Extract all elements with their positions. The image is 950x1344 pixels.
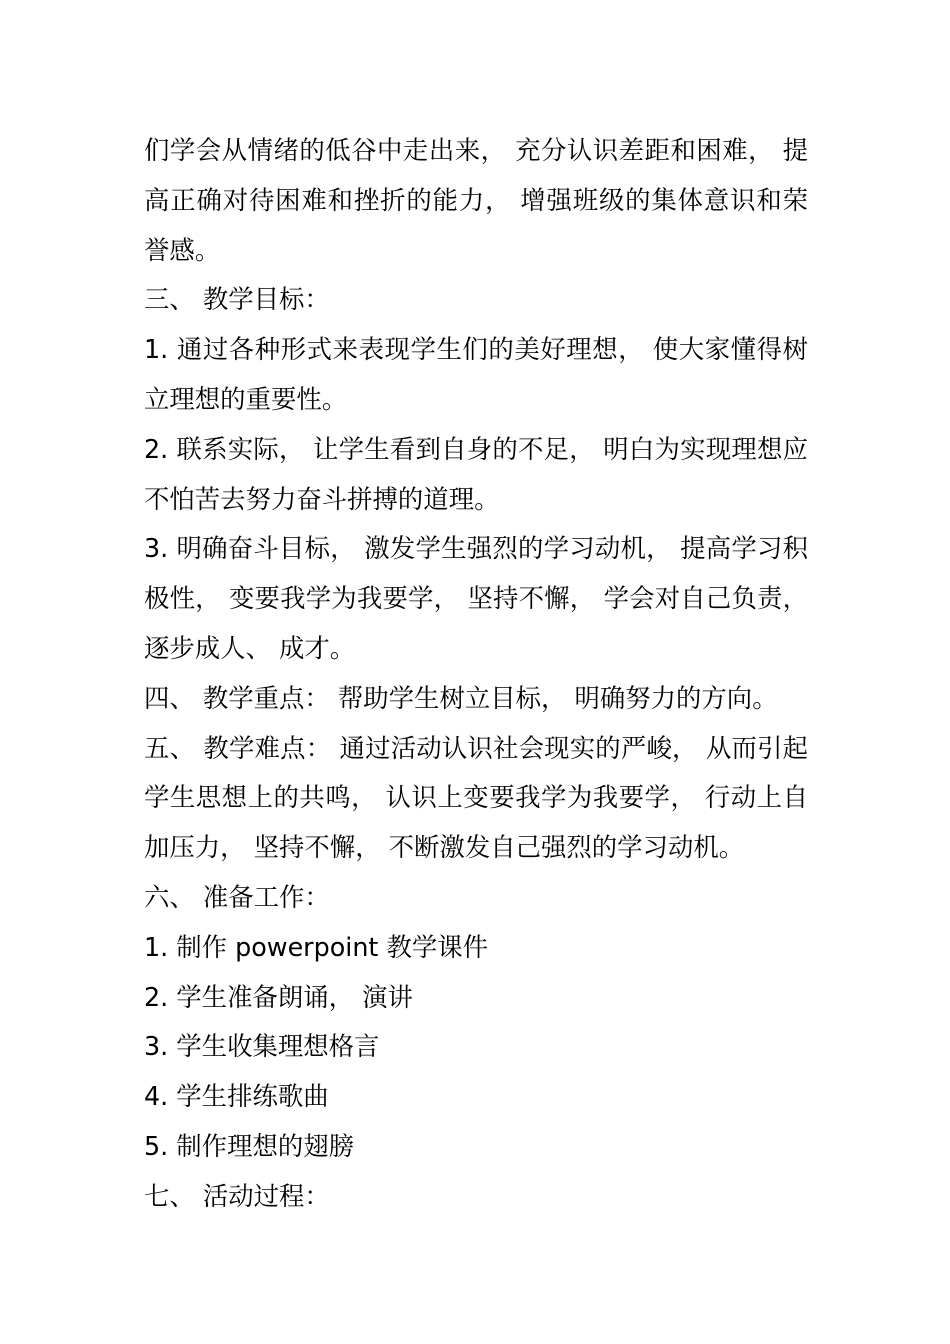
heading-teaching-objectives: 三、 教学目标： bbox=[144, 284, 330, 315]
objective-item-1: 1. 通过各种形式来表现学生们的美好理想， 使大家懂得树立理想的重要性。 bbox=[144, 334, 808, 414]
heading-preparation: 六、 准备工作： bbox=[144, 881, 330, 912]
document-body bbox=[144, 126, 808, 1222]
preparation-item-1: 1. 制作 powerpoint 教学课件 bbox=[144, 931, 489, 962]
heading-activity-process: 七、 活动过程： bbox=[144, 1180, 330, 1211]
preparation-item-3: 3. 学生收集理想格言 bbox=[144, 1031, 380, 1062]
heading-teaching-focus: 四、 教学重点： 帮助学生树立目标， 明确努力的方向。 bbox=[144, 682, 778, 713]
heading-teaching-difficulty: 五、 教学难点： 通过活动认识社会现实的严峻， 从而引起学生思想上的共鸣， 认识上变要我学为我要学， 行动上自加压力， 坚持不懈， 不断激发自己强烈的学习动机。 bbox=[144, 732, 808, 863]
preparation-item-2: 2. 学生准备朗诵， 演讲 bbox=[144, 981, 413, 1012]
paragraph-intro-continuation: 们学会从情绪的低谷中走出来， 充分认识差距和困难， 提高正确对待困难和挫折的能力， 增强班级的集体意识和荣誉感。 bbox=[144, 135, 808, 265]
objective-item-2: 2. 联系实际， 让学生看到自身的不足， 明白为实现理想应不怕苦去努力奋斗拼搏的道理。 bbox=[144, 433, 808, 514]
preparation-item-5: 5. 制作理想的翅膀 bbox=[144, 1130, 355, 1161]
preparation-item-4: 4. 学生排练歌曲 bbox=[144, 1081, 329, 1112]
objective-item-3: 3. 明确奋斗目标， 激发学生强烈的学习动机， 提高学习积极性， 变要我学为我要学， 坚持不懈， 学会对自己负责， 逐步成人、 成才。 bbox=[144, 533, 808, 663]
